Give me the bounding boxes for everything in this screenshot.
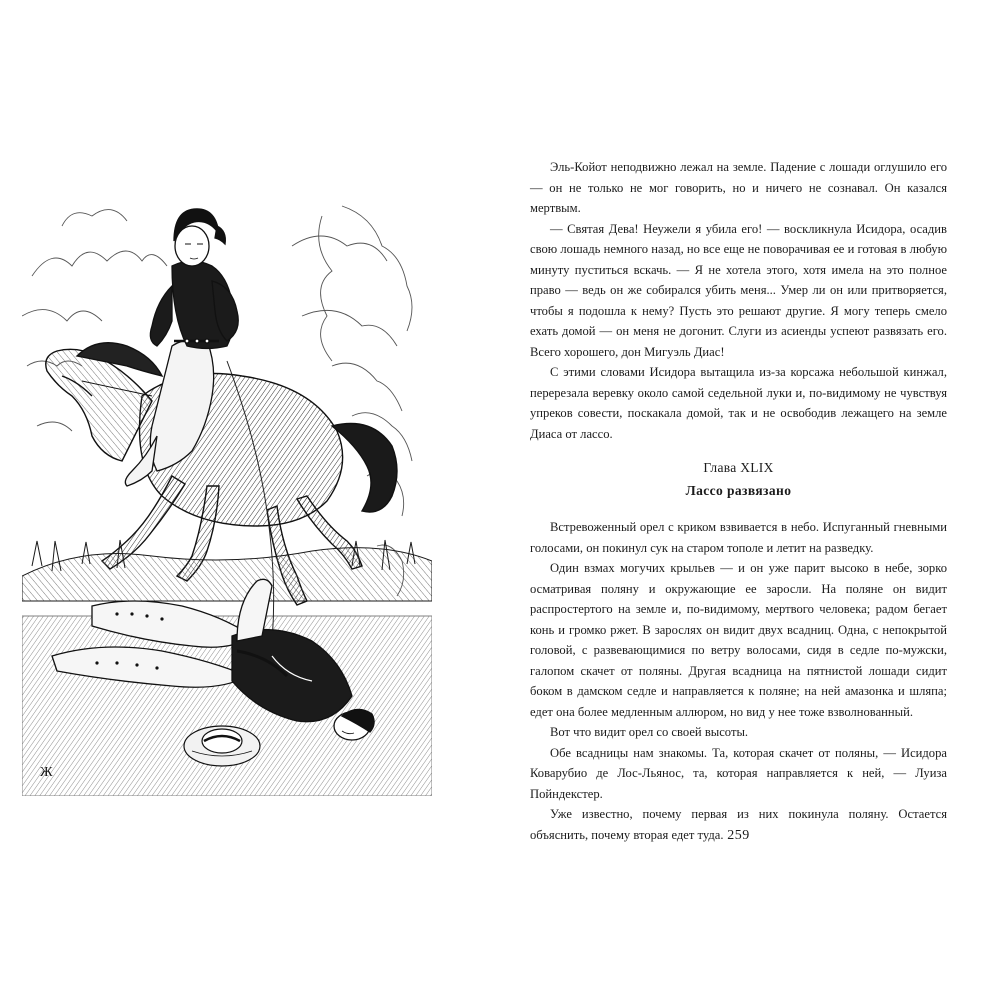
illustration-rider-and-fallen-man: [22, 186, 432, 796]
paragraph: Встревоженный орел с криком взвивается в небо. Испуганный гневными голосами, он покинул сук на старом тополе и летит на разведку.: [530, 520, 947, 555]
paragraph: Один взмах могучих крыльев — и он уже парит высоко в небе, зорко осматривая поляну и окружающие ее заросли. На поляне он видит распростертого на земле и, по-видимому, мертвого человека; радом бегает конь и громко ржет. В зарослях он видит двух всадниц. Одна, с непокрытой головой, с развевающимися по ветру волосами, сидя в седле по-мужски, галопом скачет от поляны. Другая всадница на пятнистой лошади сидит боком в дамском седле и направляется к поляне; на ней амазонка и шляпа; едет она более медленным аллюром, но вид у нее тоже взволнованный.: [530, 561, 947, 719]
chapter-heading: [530, 458, 947, 502]
artist-signature-mark: Ж: [40, 765, 53, 780]
paragraph: С этими словами Исидора вытащила из-за корсажа небольшой кинжал, перерезала веревку около самой седельной луки и, по-видимому не чувствуя упреков совести, поскакала домой, так и не освободив лежащего на земле Диаса от лассо.: [530, 365, 947, 441]
paragraph: — Святая Дева! Неужели я убила его! — воскликнула Исидора, осадив свою лошадь немного назад, но все еще не поворачивая ее и готовая в любую минуту пуститься вскачь. — Я не хотела этого, хотя имела на это полное право — ведь он же собирался убить меня... Умер ли он или притворяется, чтобы я подошла к нему? Пусть это решают другие. Я могу теперь смело ехать домой — он меня не догонит. Слуги из асиенды успеют развязать его. Всего хорошего, дон Мигуэль Диас!: [530, 221, 947, 359]
paragraph: Вот что видит орел со своей высоты.: [550, 725, 749, 739]
illustration-drawing: [22, 186, 432, 796]
chapter-number: Глава XLIX: [703, 460, 774, 475]
paragraph: Обе всадницы нам знакомы. Та, которая скачет от поляны, — Исидора Коварубио де Лос-Льянос, та, которая направляется к ней, — Луиза Пойндекстер.: [530, 745, 947, 801]
right-page: [500, 0, 1000, 1000]
sombrero-hat: [184, 726, 260, 766]
text-block-top: [530, 157, 947, 444]
page-number: 259: [727, 828, 750, 843]
chapter-title: Лассо развязано: [685, 483, 792, 498]
paragraph: Эль-Койот неподвижно лежал на земле. Падение с лошади оглушило его — он не только не мог говорить, но и ничего не сознавал. Он казался мертвым.: [530, 160, 947, 215]
text-block-bottom: [530, 517, 947, 845]
paragraph: Уже известно, почему первая из них покинула поляну. Остается объяснить, почему вторая едет туда.: [530, 807, 947, 842]
